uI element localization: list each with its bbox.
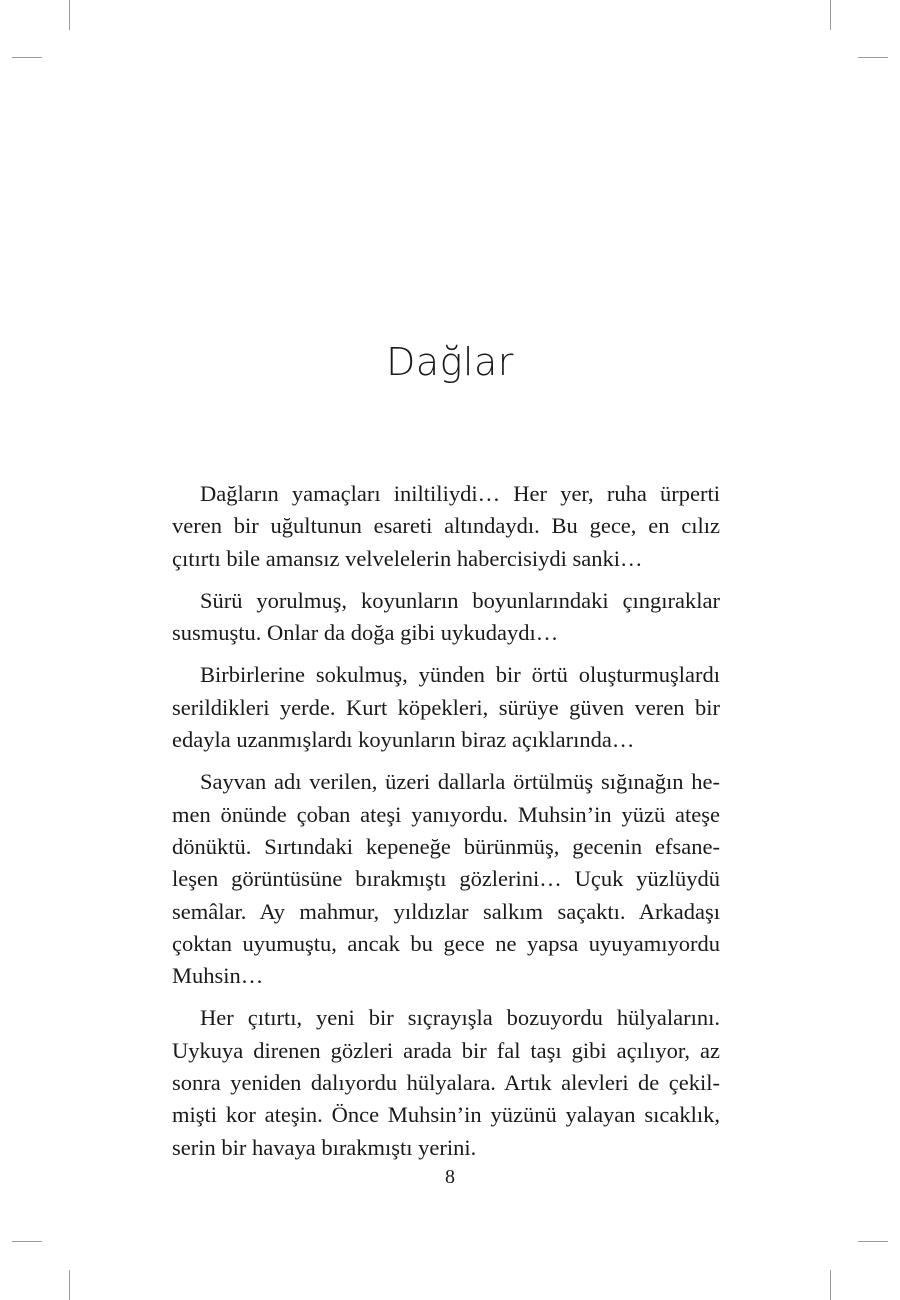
crop-mark-bottom-right-horizontal [858,1241,888,1242]
crop-mark-top-left-vertical [69,0,70,30]
body-text [172,478,720,1174]
crop-mark-bottom-left-vertical [69,1270,70,1300]
paragraph: Sürü yorulmuş, koyunların boyunlarındaki çıngıraklar susmuştu. Onlar da doğa gibi uykudaydı… [172,587,720,646]
paragraph: Sayvan adı verilen, üzeri dallarla örtülmüş sığınağın hemen önünde çoban ateşi yanıyordu. Muhsin’in yüzü ateşe dönüktü. Sırtındaki kepeneğe bürünmüş, gecenin efsaneleşen görüntüsüne bırakmıştı gözlerini… Uçuk yüzlüydü semâlar. Ay mahmur, yıldızlar salkım saçaktı. Arkadaşı çoktan uyumuştu, ancak bu gece ne yapsa uyuyamıyordu Muhsin… [172,769,720,989]
chapter-title: Dağlar [386,340,514,384]
crop-mark-bottom-right-vertical [830,1270,831,1300]
crop-mark-bottom-left-horizontal [12,1241,42,1242]
page-number: 8 [445,1166,455,1188]
crop-mark-top-left-horizontal [12,57,42,58]
paragraph: Dağların yamaçları iniltiliydi… Her yer, ruha ürperti veren bir uğultunun esareti altındaydı. Bu gece, en cılız çıtırtı bile amansız velvelelerin habercisiydi sanki… [172,481,720,571]
crop-mark-top-right-horizontal [858,57,888,58]
paragraph: Birbirlerine sokulmuş, yünden bir örtü oluşturmuşlardı serildikleri yerde. Kurt köpekleri, sürüye güven veren bir edayla uzanmışlardı koyunların biraz açıklarında… [172,662,720,753]
crop-mark-top-right-vertical [830,0,831,30]
paragraph: Her çıtırtı, yeni bir sıçrayışla bozuyordu hülyalarını. Uykuya direnen gözleri arada bir fal taşı gibi açılıyor, az sonra yeniden dalıyordu hülyalara. Artık alevleri de çekilmişti kor ateşin. Önce Muhsin’in yüzünü yalayan sıcaklık, serin bir havaya bırakmıştı yerini. [172,1005,720,1160]
